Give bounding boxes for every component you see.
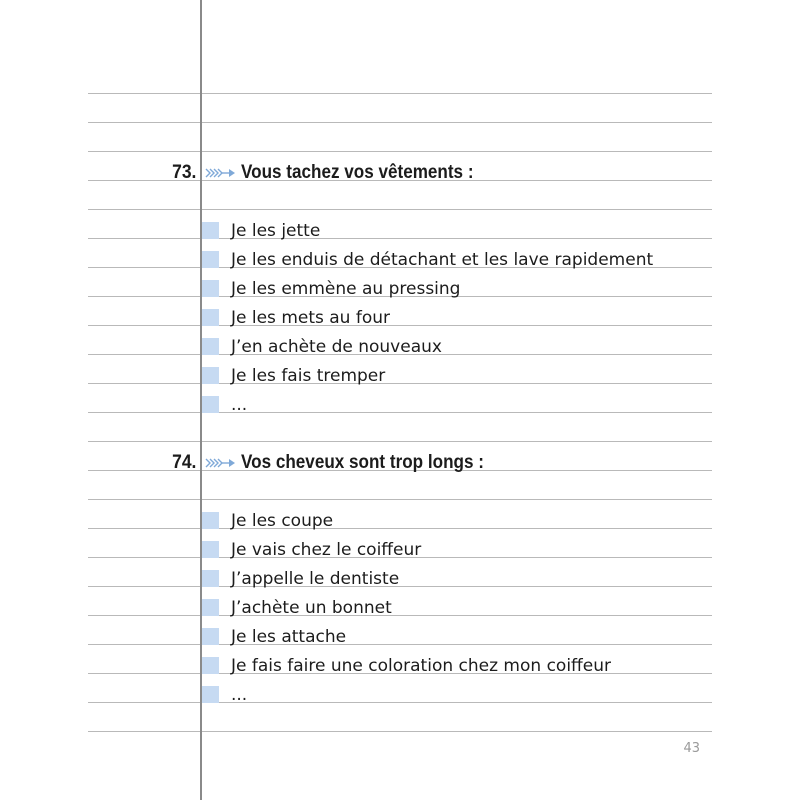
checkbox[interactable] xyxy=(202,280,219,297)
option-label: Je les attache xyxy=(231,627,347,647)
answer-option[interactable] xyxy=(0,623,800,651)
ruled-line xyxy=(88,209,712,210)
option-label: ... xyxy=(231,685,248,705)
question-header xyxy=(0,449,800,477)
option-label: J’appelle le dentiste xyxy=(231,569,400,589)
checkbox[interactable] xyxy=(202,512,219,529)
checkbox[interactable] xyxy=(202,396,219,413)
answer-option[interactable] xyxy=(0,217,800,245)
checkbox[interactable] xyxy=(202,541,219,558)
answer-option[interactable] xyxy=(0,652,800,680)
checkbox[interactable] xyxy=(202,309,219,326)
checkbox[interactable] xyxy=(202,628,219,645)
ruled-line xyxy=(88,499,712,500)
question-number: 73. xyxy=(171,162,196,183)
checkbox[interactable] xyxy=(202,338,219,355)
option-label: ... xyxy=(231,395,248,415)
arrow-icon xyxy=(205,166,235,180)
answer-option[interactable] xyxy=(0,246,800,274)
answer-option[interactable] xyxy=(0,507,800,535)
question-number: 74. xyxy=(171,452,196,473)
option-label: J’en achète de nouveaux xyxy=(231,337,442,357)
checkbox[interactable] xyxy=(202,367,219,384)
checkbox[interactable] xyxy=(202,657,219,674)
ruled-line xyxy=(88,441,712,442)
answer-option[interactable] xyxy=(0,536,800,564)
option-label: Je les enduis de détachant et les lave rapidement xyxy=(231,250,654,270)
answer-option[interactable] xyxy=(0,333,800,361)
checkbox[interactable] xyxy=(202,570,219,587)
question-title: Vous tachez vos vêtements : xyxy=(241,162,474,183)
option-label: Je les coupe xyxy=(231,511,334,531)
checkbox[interactable] xyxy=(202,251,219,268)
ruled-line xyxy=(88,122,712,123)
ruled-line xyxy=(88,93,712,94)
checkbox[interactable] xyxy=(202,686,219,703)
option-label: Je vais chez le coiffeur xyxy=(231,540,422,560)
answer-option[interactable] xyxy=(0,304,800,332)
arrow-icon xyxy=(205,456,235,470)
option-label: Je les mets au four xyxy=(231,308,391,328)
option-label: Je fais faire une coloration chez mon coiffeur xyxy=(231,656,611,676)
ruled-line xyxy=(88,731,712,732)
answer-option[interactable] xyxy=(0,391,800,419)
checkbox[interactable] xyxy=(202,222,219,239)
answer-option[interactable] xyxy=(0,681,800,709)
option-label: Je les emmène au pressing xyxy=(231,279,461,299)
ruled-line xyxy=(88,151,712,152)
option-label: Je les jette xyxy=(231,221,321,241)
answer-option[interactable] xyxy=(0,275,800,303)
option-label: Je les fais tremper xyxy=(231,366,386,386)
question-header xyxy=(0,159,800,187)
answer-option[interactable] xyxy=(0,565,800,593)
answer-option[interactable] xyxy=(0,594,800,622)
question-title: Vos cheveux sont trop longs : xyxy=(241,452,484,473)
option-label: J’achète un bonnet xyxy=(231,598,392,618)
answer-option[interactable] xyxy=(0,362,800,390)
page-number: 43 xyxy=(683,741,700,756)
checkbox[interactable] xyxy=(202,599,219,616)
